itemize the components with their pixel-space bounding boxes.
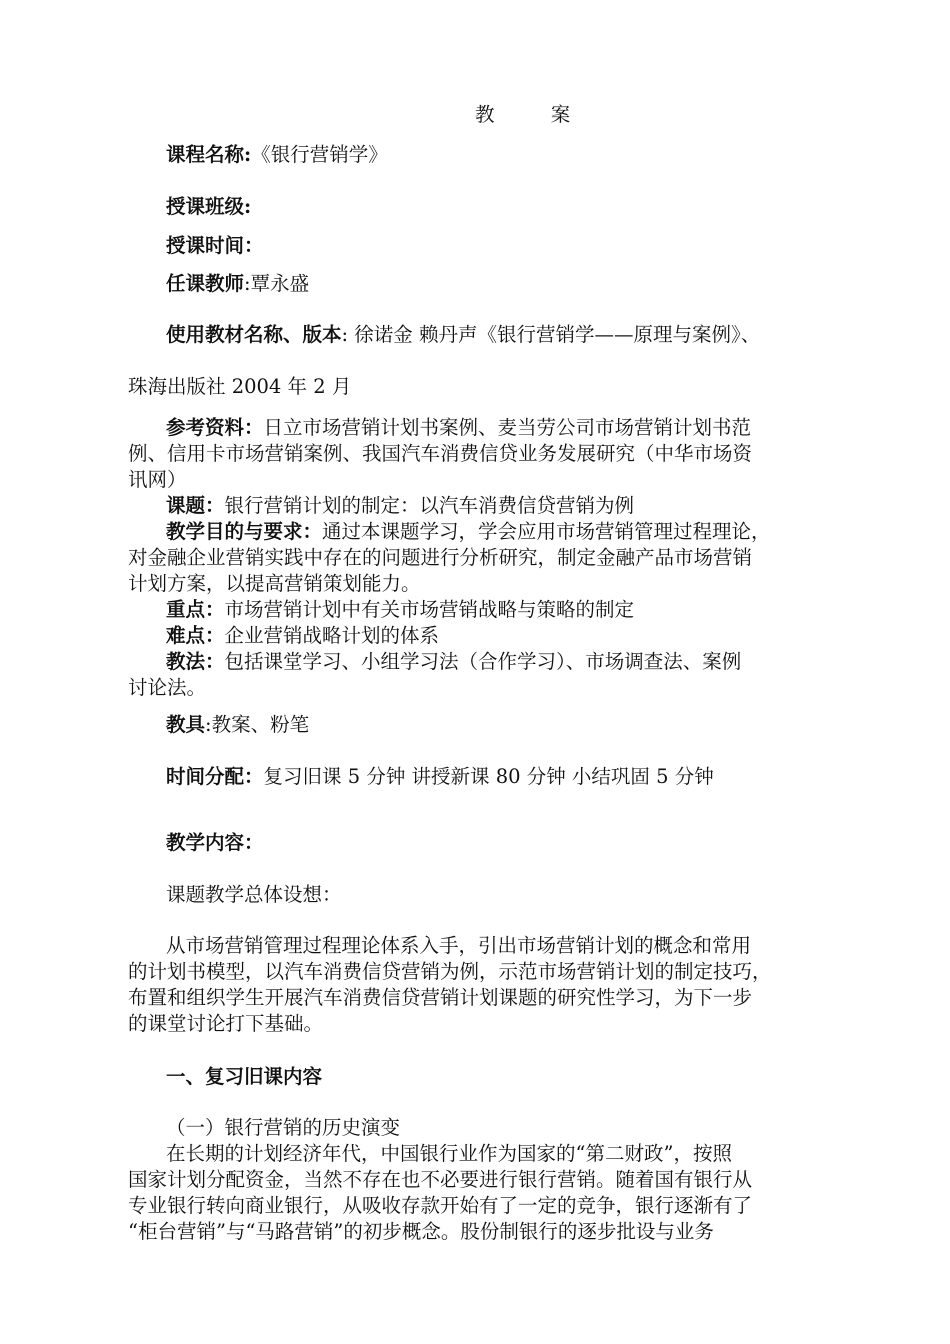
key-points-line [166, 597, 634, 623]
objectives-label: 教学目的与要求： [166, 520, 323, 543]
difficulties-line [166, 623, 439, 649]
history-line-4: “柜台营销”与“马路营销”的初步概念。股份制银行的逐步批设与业务 [128, 1220, 714, 1243]
references-line-3: 讯网） [128, 468, 187, 491]
course-name-value: 《银行营销学》 [251, 143, 388, 166]
history-line-1: 在长期的计划经济年代，中国银行业作为国家的“第二财政”，按照 [166, 1142, 732, 1165]
history-line-2: 国家计划分配资金，当然不存在也不必要进行银行营销。随着国有银行从 [128, 1168, 753, 1191]
key-points-value: 市场营销计划中有关市场营销战略与策略的制定 [224, 598, 635, 621]
difficulties-value: 企业营销战略计划的体系 [224, 624, 440, 647]
overall-design-line-2: 的计划书模型，以汽车消费信贷营销为例，示范市场营销计划的制定技巧， [128, 960, 772, 983]
textbook-value: : 徐诺金 赖丹声《银行营销学——原理与案例》、 [341, 323, 761, 346]
subsection-1-heading: （一）银行营销的历史演变 [166, 1116, 401, 1139]
difficulties-label: 难点： [166, 624, 225, 647]
overall-design-line-1: 从市场营销管理过程理论体系入手，引出市场营销计划的概念和常用 [166, 934, 752, 957]
schedule-value: 复习旧课 5 分钟 讲授新课 80 分钟 小结巩固 5 分钟 [263, 765, 714, 788]
schedule-label: 时间分配： [166, 765, 264, 788]
teaching-content-label: 教学内容： [166, 831, 264, 854]
textbook-line-2: 珠海出版社 2004 年 2 月 [128, 375, 352, 398]
tools-label: 教具 [166, 713, 206, 736]
teaching-time-label: 授课时间： [166, 234, 264, 257]
history-line-3: 专业银行转向商业银行，从吸收存款开始有了一定的竞争，银行逐渐有了 [128, 1194, 753, 1217]
course-name-label: 课程名称: [166, 143, 252, 166]
objectives-line-3: 计划方案，以提高营销策划能力。 [128, 572, 421, 595]
references-line-2: 例、信用卡市场营销案例、我国汽车消费信贷业务发展研究（中华市场资 [128, 442, 753, 465]
section-1-heading: 一、复习旧课内容 [166, 1065, 323, 1088]
topic-label: 课题： [166, 494, 225, 517]
tools-value: :教案、粉笔 [205, 713, 310, 736]
methods-line-2: 讨论法。 [128, 676, 207, 699]
overall-design-label: 课题教学总体设想： [166, 883, 342, 906]
key-points-label: 重点： [166, 598, 225, 621]
textbook-label: 使用教材名称、版本 [166, 323, 342, 346]
methods-value: 包括课堂学习、小组学习法（合作学习）、市场调查法、案例 [224, 650, 742, 673]
course-name-line [166, 142, 388, 168]
document-title [475, 102, 570, 128]
schedule-line [166, 764, 714, 790]
objectives-line-1 [166, 519, 771, 545]
teacher-label: 任课教师 [166, 272, 245, 295]
methods-line-1 [166, 649, 741, 675]
overall-design-line-3: 布置和组织学生开展汽车消费信贷营销计划课题的研究性学习，为下一步 [128, 986, 753, 1009]
teacher-line [166, 271, 309, 297]
references-line-1 [166, 415, 751, 441]
topic-value: 银行营销计划的制定：以汽车消费信贷营销为例 [224, 494, 635, 517]
overall-design-line-4: 的课堂讨论打下基础。 [128, 1012, 324, 1035]
methods-label: 教法： [166, 650, 225, 673]
objectives-value: 通过本课题学习，学会应用市场营销管理过程理论， [322, 520, 771, 543]
references-value: 日立市场营销计划书案例、麦当劳公司市场营销计划书范 [263, 416, 752, 439]
objectives-line-2: 对金融企业营销实践中存在的问题进行分析研究，制定金融产品市场营销 [128, 546, 753, 569]
class-label: 授课班级: [166, 195, 252, 218]
title-char-1: 教 [475, 103, 495, 126]
teacher-value: :覃永盛 [244, 272, 310, 295]
title-char-2: 案 [550, 103, 571, 126]
references-label: 参考资料： [166, 416, 264, 439]
topic-line [166, 493, 634, 519]
textbook-line-1 [166, 322, 760, 348]
tools-line [166, 712, 309, 738]
